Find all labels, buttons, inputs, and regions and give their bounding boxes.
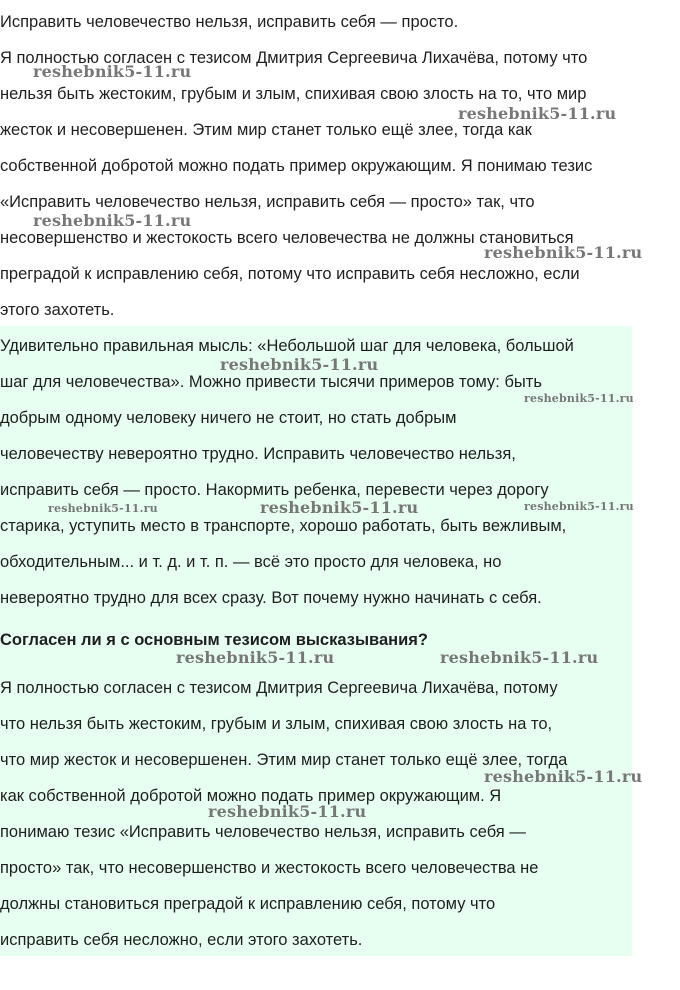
watermark: reshebnik5-11.ru (33, 62, 192, 81)
watermark: reshebnik5-11.ru (48, 502, 158, 515)
text-line: исправить себя несложно, если этого захотеть. (0, 931, 363, 949)
text-line: обходительным... и т. д. и т. п. — всё это просто для человека, но (0, 553, 502, 571)
watermark: reshebnik5-11.ru (524, 500, 634, 513)
text-line: добрым одному человеку ничего не стоит, но стать добрым (0, 409, 457, 427)
text-line: Я полностью согласен с тезисом Дмитрия Сергеевича Лихачёва, потому что (0, 49, 588, 67)
watermark: reshebnik5-11.ru (484, 243, 643, 262)
text-line: собственной добротой можно подать пример окружающим. Я понимаю тезис (0, 157, 593, 175)
watermark: reshebnik5-11.ru (176, 648, 335, 667)
text-line: невероятно трудно для всех сразу. Вот почему нужно начинать с себя. (0, 589, 542, 607)
text-line: старика, уступить место в транспорте, хорошо работать, быть вежливым, (0, 517, 567, 535)
text-line: Я полностью согласен с тезисом Дмитрия Сергеевича Лихачёва, потому (0, 679, 558, 697)
text-line: человечеству невероятно трудно. Исправить человечество нельзя, (0, 445, 516, 463)
watermark: reshebnik5-11.ru (208, 802, 367, 821)
text-line: «Исправить человечество нельзя, исправить себя — просто» так, что (0, 193, 535, 211)
watermark: reshebnik5-11.ru (458, 104, 617, 123)
text-line: несовершенство и жестокость всего человечества не должны становиться (0, 229, 574, 247)
text-line: что мир жесток и несовершенен. Этим мир станет только ещё злее, тогда (0, 751, 568, 769)
watermark: reshebnik5-11.ru (440, 648, 599, 667)
intro-line (0, 4, 458, 40)
watermark: reshebnik5-11.ru (484, 767, 643, 786)
text-line: Удивительно правильная мысль: «Небольшой шаг для человека, большой (0, 337, 574, 355)
watermark: reshebnik5-11.ru (524, 392, 634, 405)
watermark: reshebnik5-11.ru (33, 211, 192, 230)
paragraph-thesis-agreement (0, 40, 592, 328)
text-line: этого захотеть. (0, 301, 115, 319)
text-line: преградой к исправлению себя, потому что исправить себя несложно, если (0, 265, 580, 283)
text-line: просто» так, что несовершенство и жестокость всего человечества не (0, 859, 539, 877)
text-line: жесток и несовершенен. Этим мир станет только ещё злее, тогда как (0, 121, 532, 139)
text-line: Исправить человечество нельзя, исправить себя — просто. (0, 13, 459, 31)
question-heading: Согласен ли я с основным тезисом высказывания? (0, 631, 428, 649)
text-line: шаг для человечества». Можно привести тысячи примеров тому: быть (0, 373, 542, 391)
watermark: reshebnik5-11.ru (260, 498, 419, 517)
text-line: исправить себя — просто. Накормить ребенка, перевести через дорогу (0, 481, 549, 499)
text-line: что нельзя быть жестоким, грубым и злым, спихивая свою злость на то, (0, 715, 553, 733)
text-line: как собственной добротой можно подать пример окружающим. Я (0, 787, 502, 805)
text-line: нельзя быть жестоким, грубым и злым, спихивая свою злость на то, что мир (0, 85, 587, 103)
text-line: должны становиться преградой к исправлению себя, потому что (0, 895, 496, 913)
text-line: понимаю тезис «Исправить человечество нельзя, исправить себя — (0, 823, 526, 841)
watermark: reshebnik5-11.ru (220, 355, 379, 374)
